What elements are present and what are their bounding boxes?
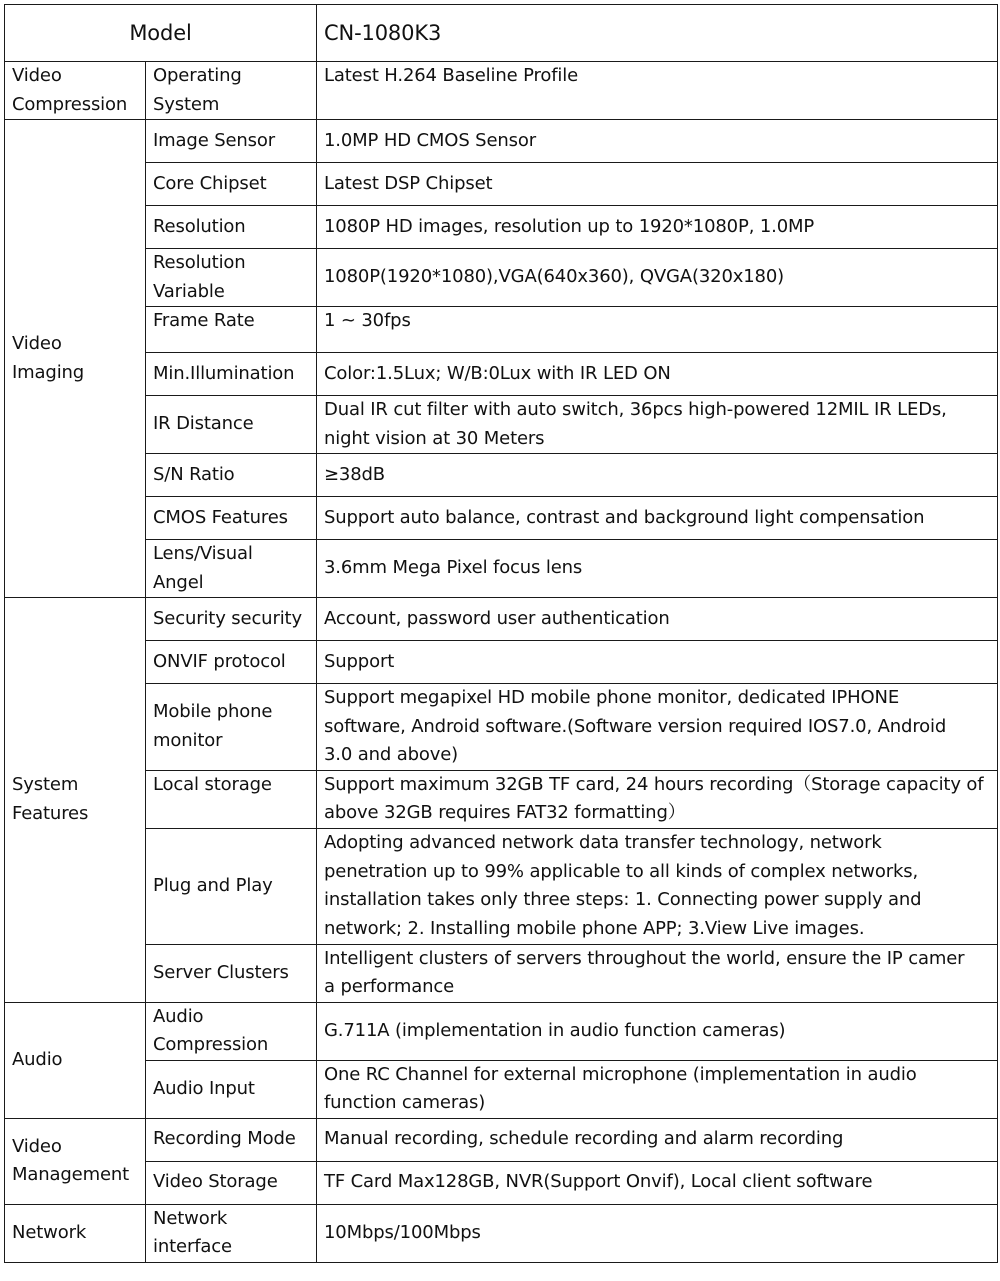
category-video-imaging: Video Imaging: [5, 120, 146, 598]
spec-value: One RC Channel for external microphone (implementation in audio function cameras): [317, 1060, 998, 1118]
spec-row: [5, 249, 998, 307]
spec-value: Support megapixel HD mobile phone monitor, dedicated IPHONE software, Android software.(Software version required IOS7.0, Android 3.0 and above): [317, 684, 998, 771]
spec-name-local-storage: Local storage: [146, 770, 317, 828]
spec-name-frame-rate: Frame Rate: [146, 307, 317, 353]
spec-value: Latest DSP Chipset: [317, 163, 998, 206]
spec-name-security-security: Security security: [146, 598, 317, 641]
spec-value: G.711A (implementation in audio function cameras): [317, 1002, 998, 1060]
spec-value: Intelligent clusters of servers throughout the world, ensure the IP camer a performance: [317, 944, 998, 1002]
spec-row: [5, 120, 998, 163]
spec-value: Latest H.264 Baseline Profile: [317, 62, 998, 120]
header-row: [5, 5, 998, 62]
spec-value: Support auto balance, contrast and background light compensation: [317, 497, 998, 540]
spec-value: 1080P HD images, resolution up to 1920*1080P, 1.0MP: [317, 206, 998, 249]
spec-row: [5, 206, 998, 249]
spec-row: [5, 540, 998, 598]
spec-name-core-chipset: Core Chipset: [146, 163, 317, 206]
spec-name-video-storage: Video Storage: [146, 1161, 317, 1204]
spec-table-body: [5, 5, 998, 1263]
spec-row: [5, 944, 998, 1002]
spec-row: [5, 684, 998, 771]
spec-name-cmos-features: CMOS Features: [146, 497, 317, 540]
spec-name-server-clusters: Server Clusters: [146, 944, 317, 1002]
spec-row: [5, 497, 998, 540]
spec-value: Adopting advanced network data transfer technology, network penetration up to 99% applicable to all kinds of complex networks, installation takes only three steps: 1. Connecting power supply and network; 2. Installing mobile phone APP; 3.View Live images.: [317, 828, 998, 944]
spec-value: TF Card Max128GB, NVR(Support Onvif), Local client software: [317, 1161, 998, 1204]
spec-name-network-interface: Network interface: [146, 1204, 317, 1262]
category-video-compression: Video Compression: [5, 62, 146, 120]
model-label: Model: [5, 5, 317, 62]
spec-name-operating-system: Operating System: [146, 62, 317, 120]
spec-row: [5, 307, 998, 353]
category-network: Network: [5, 1204, 146, 1262]
spec-value: 1.0MP HD CMOS Sensor: [317, 120, 998, 163]
spec-name-image-sensor: Image Sensor: [146, 120, 317, 163]
spec-name-plug-and-play: Plug and Play: [146, 828, 317, 944]
spec-name-s-n-ratio: S/N Ratio: [146, 454, 317, 497]
spec-row: [5, 770, 998, 828]
model-value: CN-1080K3: [317, 5, 998, 62]
spec-row: [5, 1204, 998, 1262]
category-video-management: Video Management: [5, 1118, 146, 1204]
spec-name-resolution-variable: Resolution Variable: [146, 249, 317, 307]
spec-row: [5, 598, 998, 641]
spec-value: 10Mbps/100Mbps: [317, 1204, 998, 1262]
spec-row: [5, 641, 998, 684]
spec-row: [5, 1002, 998, 1060]
spec-name-audio-input: Audio Input: [146, 1060, 317, 1118]
spec-value: Support maximum 32GB TF card, 24 hours recording（Storage capacity of above 32GB requires FAT32 formatting）: [317, 770, 998, 828]
spec-value: 1080P(1920*1080),VGA(640x360), QVGA(320x180): [317, 249, 998, 307]
spec-name-onvif-protocol: ONVIF protocol: [146, 641, 317, 684]
spec-table: [4, 4, 998, 1263]
spec-name-mobile-phone-monitor: Mobile phone monitor: [146, 684, 317, 771]
spec-row: [5, 1118, 998, 1161]
spec-row: [5, 62, 998, 120]
spec-value: Dual IR cut filter with auto switch, 36pcs high-powered 12MIL IR LEDs, night vision at 30 Meters: [317, 396, 998, 454]
spec-row: [5, 163, 998, 206]
spec-value: Manual recording, schedule recording and alarm recording: [317, 1118, 998, 1161]
spec-row: [5, 1060, 998, 1118]
spec-value: Account, password user authentication: [317, 598, 998, 641]
spec-value: ≥38dB: [317, 454, 998, 497]
spec-value: 1 ~ 30fps: [317, 307, 998, 353]
spec-value: 3.6mm Mega Pixel focus lens: [317, 540, 998, 598]
spec-row: [5, 396, 998, 454]
category-audio: Audio: [5, 1002, 146, 1118]
spec-row: [5, 828, 998, 944]
category-system-features: System Features: [5, 598, 146, 1003]
spec-name-ir-distance: IR Distance: [146, 396, 317, 454]
spec-name-audio-compression: Audio Compression: [146, 1002, 317, 1060]
spec-row: [5, 353, 998, 396]
spec-row: [5, 454, 998, 497]
spec-name-lens-visual-angel: Lens/Visual Angel: [146, 540, 317, 598]
spec-row: [5, 1161, 998, 1204]
spec-name-min-illumination: Min.Illumination: [146, 353, 317, 396]
spec-name-recording-mode: Recording Mode: [146, 1118, 317, 1161]
spec-name-resolution: Resolution: [146, 206, 317, 249]
spec-value: Support: [317, 641, 998, 684]
spec-value: Color:1.5Lux; W/B:0Lux with IR LED ON: [317, 353, 998, 396]
